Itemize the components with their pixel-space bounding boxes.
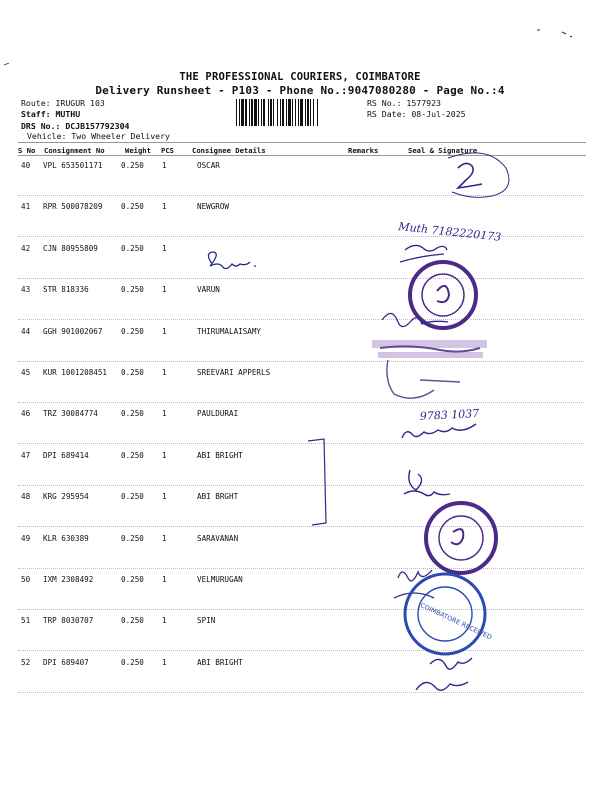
cell-sno: 45 bbox=[21, 368, 31, 377]
cell-sno: 44 bbox=[21, 326, 31, 336]
cell-pcs: 1 bbox=[162, 285, 167, 295]
table-row bbox=[0, 616, 600, 657]
cell-consignment: IXM 2308492 bbox=[43, 575, 94, 584]
cell-weight: 0.250 bbox=[121, 492, 144, 502]
barcode-bar bbox=[254, 99, 257, 126]
row-separator bbox=[18, 443, 584, 444]
barcode-bar bbox=[295, 99, 296, 126]
col-header-consignment: Consignment No bbox=[44, 146, 105, 155]
cell-weight: 0.250 bbox=[121, 575, 144, 584]
cell-weight: 0.250 bbox=[121, 202, 144, 212]
cell-sno: 42 bbox=[21, 243, 31, 253]
barcode-bar bbox=[268, 99, 269, 126]
cell-weight: 0.250 bbox=[121, 161, 144, 170]
cell-consignment: RPR 500078209 bbox=[43, 202, 103, 212]
barcode-bar bbox=[307, 99, 309, 126]
barcode-bar bbox=[298, 99, 299, 126]
barcode-bar bbox=[317, 99, 318, 126]
table-row bbox=[0, 368, 600, 409]
table-top-rule bbox=[18, 142, 586, 143]
col-header-consignee: Consignee Details bbox=[192, 146, 266, 155]
cell-consignee: SARAVANAN bbox=[197, 533, 239, 543]
cell-pcs: 1 bbox=[162, 616, 167, 626]
cell-weight: 0.250 bbox=[121, 657, 144, 667]
cell-pcs: 1 bbox=[162, 657, 167, 667]
cell-consignment: GGH 901002067 bbox=[43, 326, 103, 336]
cell-sno: 48 bbox=[21, 492, 31, 502]
barcode-bar bbox=[313, 99, 314, 126]
cell-consignee: ABI BRGHT bbox=[197, 492, 239, 502]
barcode-bar bbox=[277, 99, 278, 126]
table-row bbox=[0, 202, 600, 243]
cell-weight: 0.250 bbox=[121, 450, 144, 460]
cell-pcs: 1 bbox=[162, 326, 167, 336]
barcode-bar bbox=[258, 99, 259, 126]
table-row bbox=[0, 327, 600, 368]
cell-consignee: ABI BRIGHT bbox=[197, 657, 243, 667]
cell-sno: 43 bbox=[21, 285, 31, 295]
rs-number: RS No.: 1577923 bbox=[367, 98, 441, 108]
cell-consignee: VELMURUGAN bbox=[197, 575, 243, 584]
scan-speck bbox=[4, 63, 9, 65]
barcode-bar bbox=[241, 99, 244, 126]
table-row bbox=[0, 244, 600, 285]
cell-weight: 0.250 bbox=[121, 326, 144, 336]
col-header-pcs: PCS bbox=[161, 146, 174, 155]
cell-consignment: KLR 630389 bbox=[43, 533, 89, 543]
drs-label: DRS No.: DCJB157792304 bbox=[21, 121, 130, 131]
barcode bbox=[236, 99, 361, 126]
row-separator bbox=[18, 236, 584, 237]
barcode-bar bbox=[251, 99, 253, 126]
cell-consignee: NEWGROW bbox=[197, 202, 230, 212]
cell-consignee: VARUN bbox=[197, 285, 220, 295]
blue-stamp-text: COIMBATORE RECEIVED bbox=[418, 601, 494, 642]
row-separator bbox=[18, 195, 584, 196]
barcode-bar bbox=[249, 99, 250, 126]
cell-consignee: SPIN bbox=[197, 616, 216, 626]
table-row bbox=[0, 575, 600, 616]
barcode-bar bbox=[286, 99, 287, 126]
barcode-bar bbox=[300, 99, 303, 126]
route-label: Route: IRUGUR 103 bbox=[21, 98, 105, 108]
row-separator bbox=[18, 568, 584, 569]
barcode-bar bbox=[270, 99, 272, 126]
barcode-bar bbox=[263, 99, 265, 126]
barcode-bar bbox=[236, 99, 237, 126]
cell-weight: 0.250 bbox=[121, 368, 144, 377]
cell-sno: 52 bbox=[21, 657, 31, 667]
col-header-seal: Seal & Signature bbox=[408, 146, 478, 155]
barcode-bar bbox=[292, 99, 293, 126]
cell-consignee: ABI BRIGHT bbox=[197, 450, 243, 460]
barcode-bar bbox=[261, 99, 262, 126]
barcode-bar bbox=[239, 99, 240, 126]
row-separator bbox=[18, 692, 584, 693]
cell-pcs: 1 bbox=[162, 450, 167, 460]
cell-weight: 0.250 bbox=[121, 285, 144, 295]
barcode-bar bbox=[288, 99, 291, 126]
cell-consignee: THIRUMALAISAMY bbox=[197, 326, 262, 336]
cell-consignment: STR 818336 bbox=[43, 285, 89, 295]
staff-label: Staff: MUTHU bbox=[21, 109, 81, 119]
cell-pcs: 1 bbox=[162, 575, 167, 584]
barcode-bar bbox=[305, 99, 306, 126]
barcode-bar bbox=[245, 99, 247, 126]
row-separator bbox=[18, 526, 584, 527]
cell-pcs: 1 bbox=[162, 161, 167, 170]
table-row bbox=[0, 406, 600, 450]
cell-consignment: DPI 689407 bbox=[43, 657, 89, 667]
cell-pcs: 1 bbox=[162, 492, 167, 502]
vehicle-label: Vehicle: Two Wheeler Delivery bbox=[27, 131, 170, 141]
cell-consignment: TRZ 30084774 bbox=[43, 409, 98, 419]
row-separator bbox=[18, 278, 584, 279]
scan-speck bbox=[537, 30, 572, 37]
cell-sno: 49 bbox=[21, 533, 31, 543]
cell-weight: 0.250 bbox=[121, 409, 144, 419]
row-separator bbox=[18, 485, 584, 486]
cell-sno: 47 bbox=[21, 450, 31, 460]
handwritten-phone-2: 9783 1037 bbox=[419, 406, 480, 423]
col-header-sno: S No bbox=[18, 146, 36, 155]
cell-sno: 46 bbox=[21, 409, 31, 419]
barcode-bar bbox=[273, 99, 274, 126]
cell-weight: 0.250 bbox=[121, 616, 144, 626]
barcode-bar bbox=[310, 99, 311, 126]
cell-consignment: VPL 653501171 bbox=[43, 161, 103, 170]
row-separator bbox=[18, 609, 584, 610]
table-row bbox=[0, 534, 600, 575]
row-separator bbox=[18, 402, 584, 403]
table-row bbox=[0, 492, 600, 533]
cell-consignment: KUR 1001208451 bbox=[43, 368, 108, 377]
cell-consignee: SREEVARI APPERLS bbox=[197, 368, 271, 377]
cell-sno: 40 bbox=[21, 161, 31, 170]
cell-pcs: 1 bbox=[162, 243, 167, 253]
cell-pcs: 1 bbox=[162, 409, 167, 419]
runsheet-title: Delivery Runsheet - P103 - Phone No.:9047080280 - Page No.:4 bbox=[95, 84, 505, 97]
table-row bbox=[0, 285, 600, 326]
col-header-remarks: Remarks bbox=[348, 146, 379, 155]
cell-consignee: OSCAR bbox=[197, 161, 220, 170]
cell-consignment: TRP 8030707 bbox=[43, 616, 94, 626]
col-header-weight: Weight bbox=[125, 146, 151, 155]
barcode-bar bbox=[280, 99, 281, 126]
row-separator bbox=[18, 319, 584, 320]
row-separator bbox=[18, 650, 584, 651]
rs-date: RS Date: 08-Jul-2025 bbox=[367, 109, 466, 119]
cell-pcs: 1 bbox=[162, 368, 167, 377]
cell-weight: 0.250 bbox=[121, 533, 144, 543]
table-row bbox=[0, 451, 600, 492]
cell-sno: 41 bbox=[21, 202, 31, 212]
cell-consignment: DPI 689414 bbox=[43, 450, 89, 460]
table-row bbox=[0, 161, 600, 202]
cell-sno: 51 bbox=[21, 616, 31, 626]
cell-weight: 0.250 bbox=[121, 243, 144, 253]
cell-pcs: 1 bbox=[162, 533, 167, 543]
cell-sno: 50 bbox=[21, 575, 31, 584]
cell-consignee: PAULDURAI bbox=[197, 409, 239, 419]
barcode-bar bbox=[282, 99, 284, 126]
row-separator bbox=[18, 361, 584, 362]
table-row bbox=[0, 658, 600, 699]
company-title: THE PROFESSIONAL COURIERS, COIMBATORE bbox=[179, 71, 421, 83]
table-header-rule bbox=[18, 155, 586, 156]
cell-consignment: KRG 295954 bbox=[43, 492, 89, 502]
cell-pcs: 1 bbox=[162, 202, 167, 212]
handwritten-muthu-phone: Muth 7182220173 bbox=[397, 220, 502, 244]
cell-consignment: CJN 80955809 bbox=[43, 243, 98, 253]
